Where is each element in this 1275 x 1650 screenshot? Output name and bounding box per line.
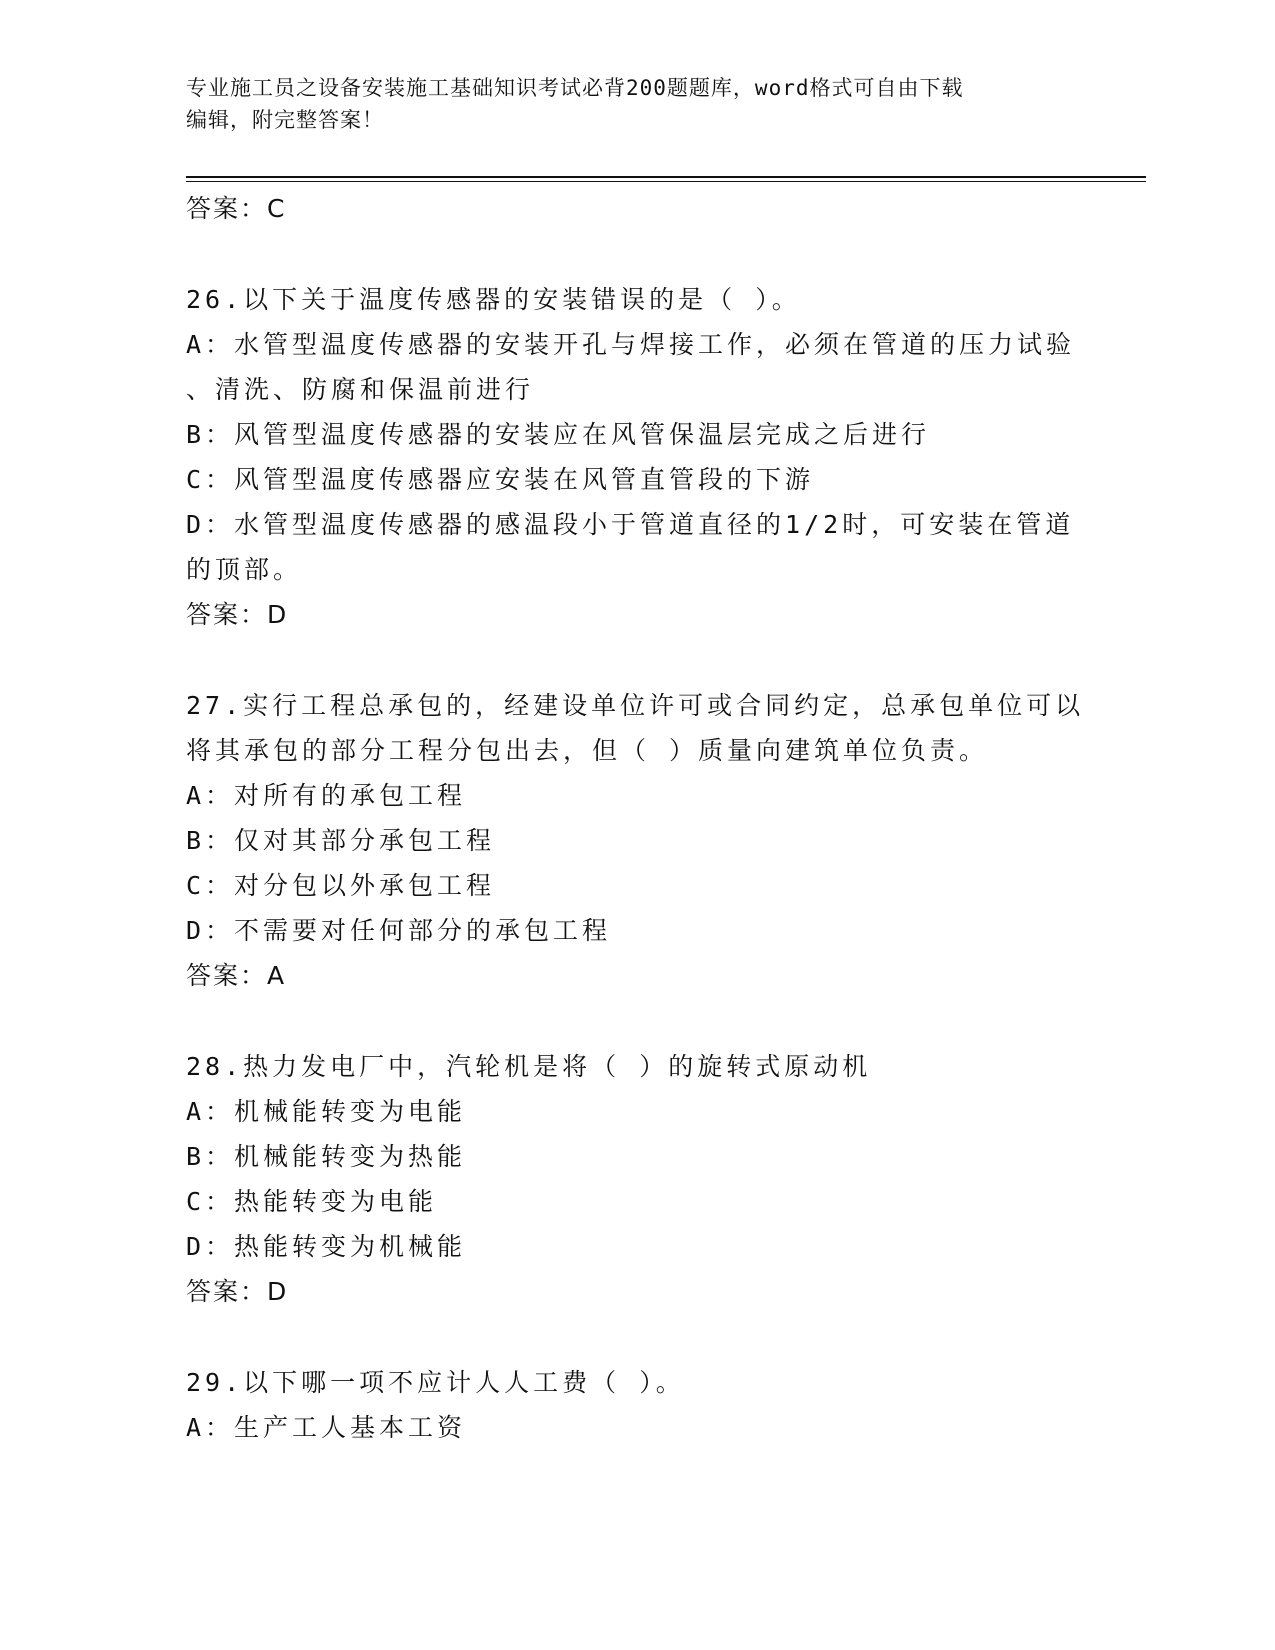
option-d: D：热能转变为机械能 [186,1232,467,1261]
header-line-1: 专业施工员之设备安装施工基础知识考试必背200题题库，word格式可自由下载 [186,76,964,100]
answer-q27: 答案：A [186,961,287,990]
option-b: B：机械能转变为热能 [186,1142,467,1171]
question-block-28 [186,1044,1086,1314]
option-c: C：风管型温度传感器应安装在风管直管段的下游 [186,465,815,494]
header-rule-thick [186,176,1146,178]
option-a: A：生产工人基本工资 [186,1413,467,1442]
option-c: C：热能转变为电能 [186,1187,438,1216]
question-block-27 [186,683,1086,998]
option-a: A：对所有的承包工程 [186,781,467,810]
question-text: 27.实行工程总承包的，经建设单位许可或合同约定，总承包单位可以 [186,691,1085,720]
question-block-26 [186,277,1086,637]
option-c: C：对分包以外承包工程 [186,871,496,900]
question-text-continued: 将其承包的部分工程分包出去，但（ ）质量向建筑单位负责。 [186,736,989,765]
answer-q25: 答案：C [186,194,287,223]
header-rule-thin [186,181,1146,182]
option-d: D：水管型温度传感器的感温段小于管道直径的1/2时，可安装在管道 [186,510,1075,539]
option-d: D：不需要对任何部分的承包工程 [186,916,612,945]
option-a: A：机械能转变为电能 [186,1097,467,1126]
question-list [186,186,1086,1450]
question-text: 29.以下哪一项不应计人人工费（ ）。 [186,1368,685,1397]
option-d-continued: 的顶部。 [186,555,303,584]
question-text: 26.以下关于温度传感器的安装错误的是（ ）。 [186,285,801,314]
option-b: B：仅对其部分承包工程 [186,826,496,855]
document-header [186,72,1066,136]
question-block-29 [186,1360,1086,1450]
answer-q26: 答案：D [186,600,289,629]
header-line-2: 编辑，附完整答案！ [186,108,384,132]
option-b: B：风管型温度传感器的安装应在风管保温层完成之后进行 [186,420,931,449]
option-a-continued: 、清洗、防腐和保温前进行 [186,375,535,404]
option-a: A：水管型温度传感器的安装开孔与焊接工作，必须在管道的压力试验 [186,330,1076,359]
question-text: 28.热力发电厂中，汽轮机是将（ ）的旋转式原动机 [186,1052,872,1081]
answer-q28: 答案：D [186,1277,289,1306]
